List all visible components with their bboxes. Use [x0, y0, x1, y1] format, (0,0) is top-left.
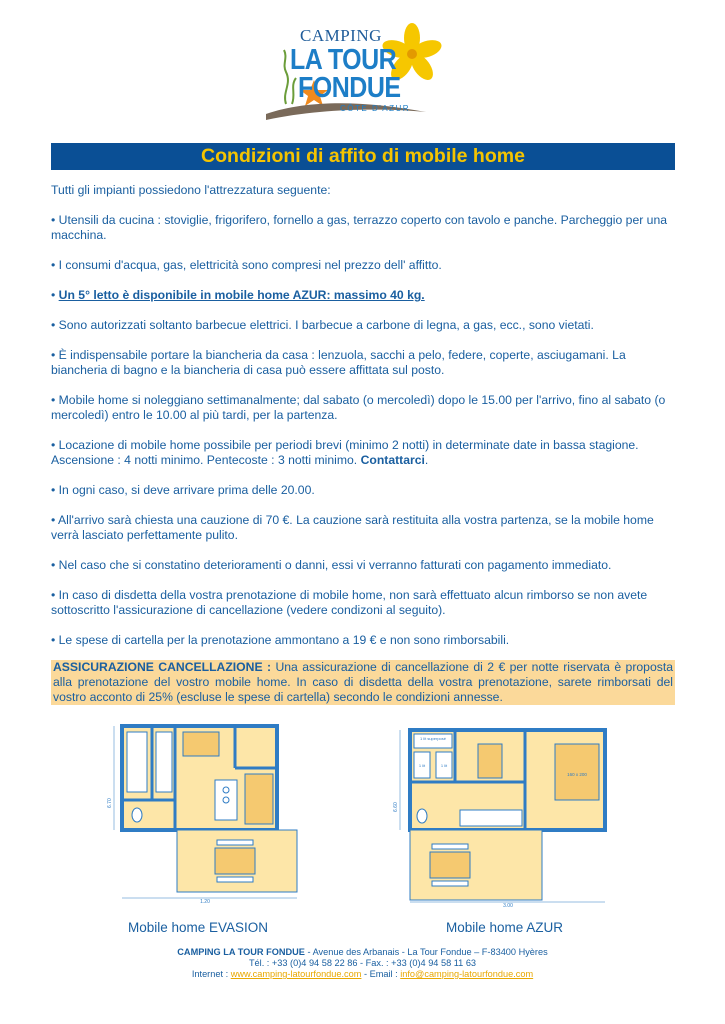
- azur-single1-label: 1 lit: [418, 763, 426, 768]
- floor-plan-evasion-drawing: [105, 720, 305, 905]
- footer-camping-name: CAMPING LA TOUR FONDUE: [177, 947, 305, 957]
- condition-booking-fee: • Le spese di cartella per la prenotazione ammontano a 19 € e non sono rimborsabili.: [51, 633, 510, 647]
- contact-us-text: Contattarci: [360, 453, 425, 467]
- condition-weekly: • Mobile home si noleggiano settimanalmente; dal sabato (o mercoledì) dopo le 15.00 per l'arrivo, fino al sabato (o mercoledì) entro le 10.00 al più tardi, per la partenza.: [51, 393, 666, 422]
- short-stay-text: • Locazione di mobile home possibile per periodi brevi (minimo 2 notti) in determinate date in bassa stagione. Ascensione : 4 notti minimo. Pentecoste : 3 notti minimo.: [51, 438, 639, 467]
- logo-region-text: CÔTE D'AZUR: [340, 104, 411, 113]
- floor-plan-evasion: [105, 720, 305, 905]
- condition-kitchen: • Utensili da cucina : stoviglie, frigorifero, fornello a gas, terrazzo coperto con tavolo e panche. Parcheggio per una macchina.: [51, 213, 668, 242]
- bullet-prefix: •: [51, 288, 59, 302]
- azur-height-label: 6.60: [393, 802, 399, 812]
- footer: [0, 947, 725, 980]
- condition-linen: • È indispensabile portare la biancheria da casa : lenzuola, sacchi a pelo, federe, coperte, asciugamani. La biancheria di bagno e la biancheria di casa può essere affittata sul posto.: [51, 348, 626, 377]
- insurance-label: ASSICURAZIONE CANCELLAZIONE :: [53, 660, 272, 674]
- title-bar: [51, 143, 675, 170]
- caption-azur: Mobile home AZUR: [446, 920, 564, 935]
- page-title: Condizioni di affito di mobile home: [201, 145, 525, 167]
- floor-plan-azur-drawing: [390, 722, 620, 907]
- azur-bunk-label: 1 lit superposé: [419, 736, 447, 741]
- condition-cancellation: • In caso di disdetta della vostra prenotazione di mobile home, non sarà effettuato alcun rimborso se non avete sottoscritto l'assicurazione di cancellazione (vedere condizoni al seguito).: [51, 588, 648, 617]
- logo-latour-text: LA TOUR: [290, 43, 397, 77]
- condition-damage: • Nel caso che si constatino deterioramenti o danni, essi vi verranno fatturati con pagamento immediato.: [51, 558, 612, 572]
- azur-single2-label: 1 lit: [440, 763, 448, 768]
- footer-address: - Avenue des Arbanais - La Tour Fondue – F-83400 Hyères: [304, 947, 548, 957]
- caption-evasion: Mobile home EVASION: [128, 920, 269, 935]
- footer-contact-line: [0, 969, 725, 980]
- condition-short-stay: [51, 438, 675, 468]
- condition-utilities: • I consumi d'acqua, gas, elettricità sono compresi nel prezzo dell' affitto.: [51, 258, 442, 272]
- logo-fondue-text: FONDUE: [298, 71, 401, 105]
- footer-email-label: - Email :: [361, 969, 401, 979]
- insurance-box: [51, 660, 675, 705]
- condition-deposit: • All'arrivo sarà chiesta una cauzione di 70 €. La cauzione sarà restituita alla vostra partenza, se la mobile home verrà lasciato perfettamente pulito.: [51, 513, 654, 542]
- footer-phone: Tél. : +33 (0)4 94 58 22 86 - Fax. : +33 (0)4 94 58 11 63: [248, 958, 477, 968]
- insurance-text: Una assicurazione di cancellazione di 2 € per notte riservata è proposta alla prenotazione del vostro mobile home. In caso di disdetta della vostra prenotazione, sarete rimborsati del vostro acconto di 25% (escluse le spese di cartella) secondo le condizioni annesse.: [53, 660, 673, 704]
- condition-arrival-time: • In ogni caso, si deve arrivare prima delle 20.00.: [51, 483, 315, 497]
- evasion-width-label: 1.20: [200, 899, 210, 905]
- evasion-height-label: 6.70: [107, 798, 113, 808]
- azur-bed-label: 160 x 200: [567, 772, 587, 777]
- footer-address-line: [0, 947, 725, 958]
- email-link[interactable]: info@camping-latourfondue.com: [400, 969, 534, 979]
- conditions-list: [51, 183, 675, 663]
- fifth-bed-text: Un 5° letto è disponibile in mobile home AZUR: massimo 40 kg.: [58, 288, 425, 302]
- footer-internet-label: Internet :: [191, 969, 231, 979]
- condition-fifth-bed: [51, 288, 675, 303]
- short-stay-end: .: [424, 453, 429, 467]
- logo-camping-text: CAMPING: [300, 26, 382, 45]
- camping-logo: [262, 22, 442, 127]
- intro-text: Tutti gli impianti possiedono l'attrezzatura seguente:: [51, 183, 331, 197]
- floor-plan-azur: [390, 722, 620, 907]
- azur-width-label: 3.00: [503, 903, 513, 907]
- website-link[interactable]: www.camping-latourfondue.com: [230, 969, 362, 979]
- condition-barbecue: • Sono autorizzati soltanto barbecue elettrici. I barbecue a carbone di legna, a gas, ecc., sono vietati.: [51, 318, 594, 332]
